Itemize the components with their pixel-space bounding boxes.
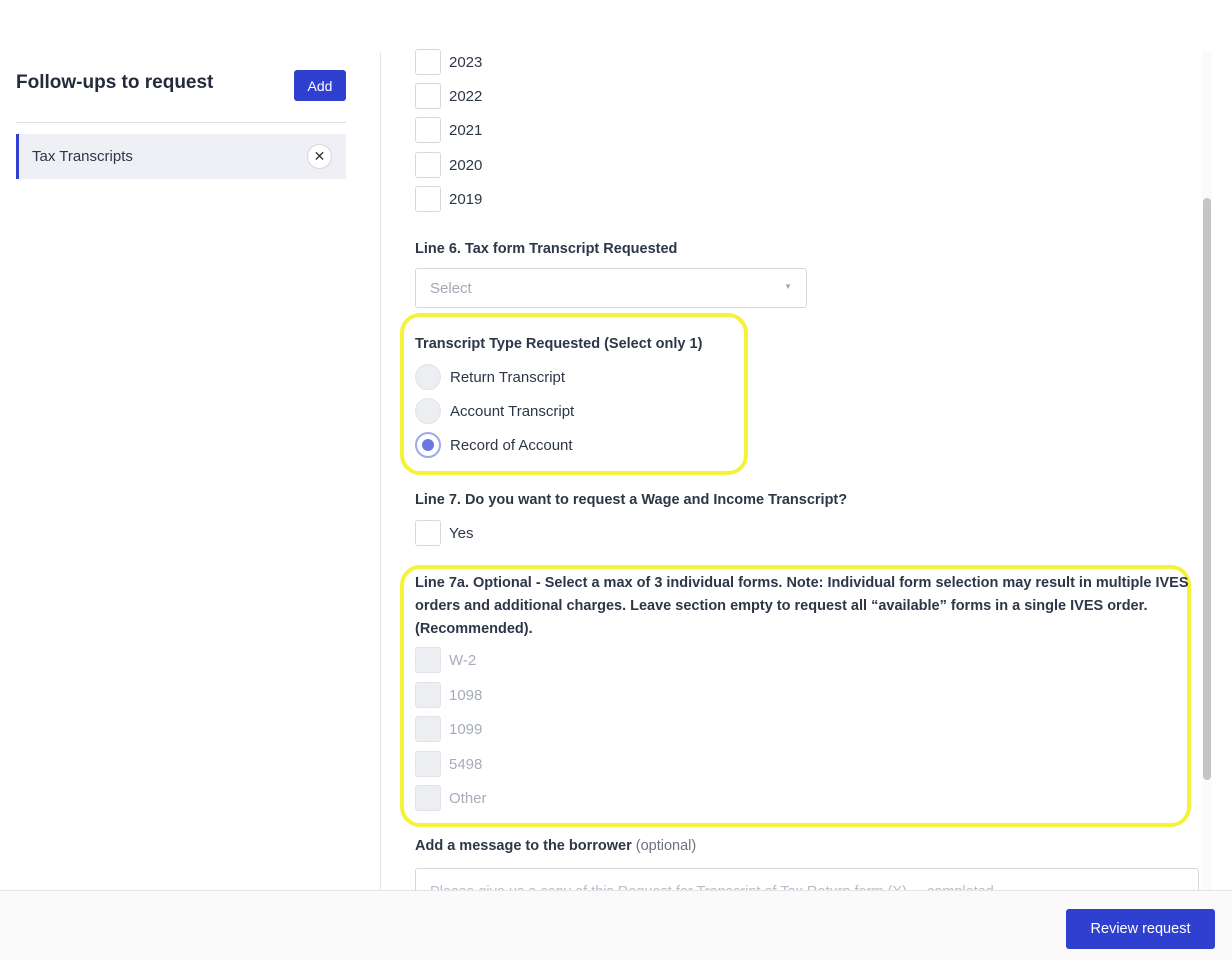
year-option-2022[interactable] <box>415 83 482 109</box>
yes-label: Yes <box>449 524 474 542</box>
radio-button[interactable] <box>415 364 441 390</box>
message-label-text: Add a message to the borrower <box>415 838 632 854</box>
form-label: 1099 <box>449 720 483 738</box>
year-option-2021[interactable] <box>415 117 482 143</box>
form-label: W-2 <box>449 651 477 669</box>
form-option-other <box>415 785 487 811</box>
form-checkbox <box>415 716 441 742</box>
year-checkbox[interactable] <box>415 152 441 178</box>
scrollbar-thumb[interactable] <box>1203 198 1211 780</box>
chevron-down-icon: ▼ <box>784 282 792 291</box>
radio-account-transcript[interactable] <box>415 398 574 424</box>
line6-label: Line 6. Tax form Transcript Requested <box>415 241 678 257</box>
year-checkbox[interactable] <box>415 83 441 109</box>
radio-label: Return Transcript <box>450 368 566 386</box>
form-option-w2 <box>415 647 476 673</box>
followup-item-tax-transcripts[interactable] <box>16 134 346 179</box>
radio-record-of-account[interactable] <box>415 432 573 458</box>
year-checkbox[interactable] <box>415 49 441 75</box>
form-option-1098 <box>415 682 482 708</box>
close-icon[interactable]: ✕ <box>307 144 332 169</box>
year-label: 2021 <box>449 121 483 139</box>
sidebar-title: Follow-ups to request <box>16 72 214 93</box>
message-optional-text: (optional) <box>635 838 697 854</box>
add-button[interactable]: Add <box>294 70 346 101</box>
form-label: Other <box>449 789 487 807</box>
year-label: 2022 <box>449 87 483 105</box>
year-label: 2023 <box>449 53 483 71</box>
year-label: 2019 <box>449 190 483 208</box>
year-option-2023[interactable] <box>415 49 482 75</box>
line7a-label: Line 7a. Optional - Select a max of 3 individual forms. Note: Individual form selection may result in multiple IVES orders and additional charges. Leave section empty to request all “available” forms in a single IVES order. (Recommended). <box>415 575 1189 637</box>
sidebar <box>0 0 380 890</box>
form-checkbox <box>415 785 441 811</box>
radio-label: Record of Account <box>450 436 573 454</box>
radio-button-selected[interactable] <box>415 432 441 458</box>
select-placeholder: Select <box>430 280 472 297</box>
year-checkbox[interactable] <box>415 117 441 143</box>
year-option-2020[interactable] <box>415 152 482 178</box>
form-checkbox <box>415 682 441 708</box>
yes-checkbox[interactable] <box>415 520 441 546</box>
form-label: 5498 <box>449 755 483 773</box>
footer-bar <box>0 890 1232 960</box>
year-option-2019[interactable] <box>415 186 482 212</box>
form-panel <box>380 52 1202 890</box>
radio-label: Account Transcript <box>450 402 575 420</box>
form-option-1099 <box>415 716 482 742</box>
line7-label: Line 7. Do you want to request a Wage and Income Transcript? <box>415 492 848 508</box>
form-option-5498 <box>415 751 482 777</box>
line7-yes-option[interactable] <box>415 520 473 546</box>
form-label: 1098 <box>449 686 483 704</box>
tax-form-select[interactable] <box>415 268 807 308</box>
transcript-type-label: Transcript Type Requested (Select only 1) <box>415 336 703 352</box>
review-request-button[interactable]: Review request <box>1066 909 1215 949</box>
followup-item-label: Tax Transcripts <box>32 148 133 165</box>
form-checkbox <box>415 751 441 777</box>
sidebar-divider <box>16 122 346 123</box>
form-checkbox <box>415 647 441 673</box>
radio-return-transcript[interactable] <box>415 364 565 390</box>
message-label <box>415 838 696 854</box>
year-checkbox[interactable] <box>415 186 441 212</box>
radio-button[interactable] <box>415 398 441 424</box>
year-label: 2020 <box>449 156 483 174</box>
